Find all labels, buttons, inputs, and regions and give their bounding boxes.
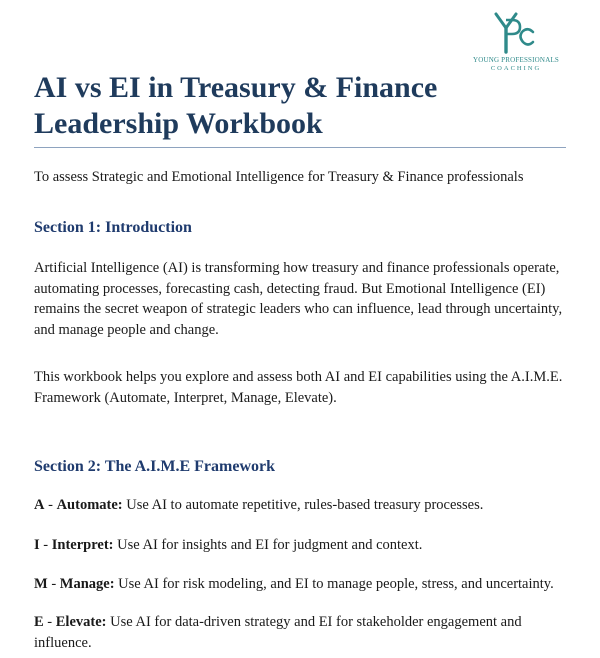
aime-separator: -: [43, 614, 56, 630]
aime-letter: A: [34, 497, 45, 513]
aime-letter: E: [34, 614, 44, 630]
aime-term: Interpret:: [51, 537, 114, 553]
intro-paragraph-1: Artificial Intelligence (AI) is transforming how treasury and finance professionals operate, automating processes, forecasting cash, detecting fraud. But Emotional Intelligence (EI) remains the secret weapon of strategic leaders who can influence, lead through uncertainty, and manage people and change.: [34, 260, 563, 338]
aime-term: Elevate:: [55, 614, 107, 630]
title-divider: [34, 147, 566, 148]
logo-name: YOUNG PROFESSIONALS: [472, 56, 560, 64]
ypc-monogram-icon: [492, 10, 536, 56]
aime-item-elevate: [34, 612, 569, 653]
page-title-line-2: Leadership Workbook: [34, 107, 323, 140]
aime-description: Use AI for insights and EI for judgment and context.: [113, 537, 423, 553]
aime-item-automate: [34, 495, 569, 516]
aime-item-interpret: [34, 535, 569, 556]
aime-term: Manage:: [59, 576, 115, 592]
aime-item-manage: [34, 574, 569, 595]
aime-letter: M: [34, 576, 48, 592]
page-title: [34, 70, 534, 142]
page-subtitle: To assess Strategic and Emotional Intelligence for Treasury & Finance professionals: [34, 169, 524, 185]
logo-tagline: COACHING: [490, 65, 542, 72]
section-2-heading: Section 2: The A.I.M.E Framework: [34, 458, 276, 475]
aime-separator: -: [47, 576, 60, 592]
aime-letter: I: [34, 537, 40, 553]
aime-separator: -: [44, 497, 57, 513]
aime-description: Use AI to automate repetitive, rules-based treasury processes.: [122, 497, 484, 513]
section-1-heading: Section 1: Introduction: [34, 219, 192, 236]
aime-term: Automate:: [56, 497, 123, 513]
page-title-line-1: AI vs EI in Treasury & Finance: [34, 71, 438, 104]
ypc-logo: [466, 10, 586, 76]
intro-paragraph-2: This workbook helps you explore and assess both AI and EI capabilities using the A.I.M.E. Framework (Automate, Interpret, Manage, Elevate).: [34, 369, 563, 406]
aime-description: Use AI for data-driven strategy and EI for stakeholder engagement and influence.: [34, 614, 522, 651]
aime-separator: -: [39, 537, 52, 553]
aime-description: Use AI for risk modeling, and EI to manage people, stress, and uncertainty.: [114, 576, 554, 592]
